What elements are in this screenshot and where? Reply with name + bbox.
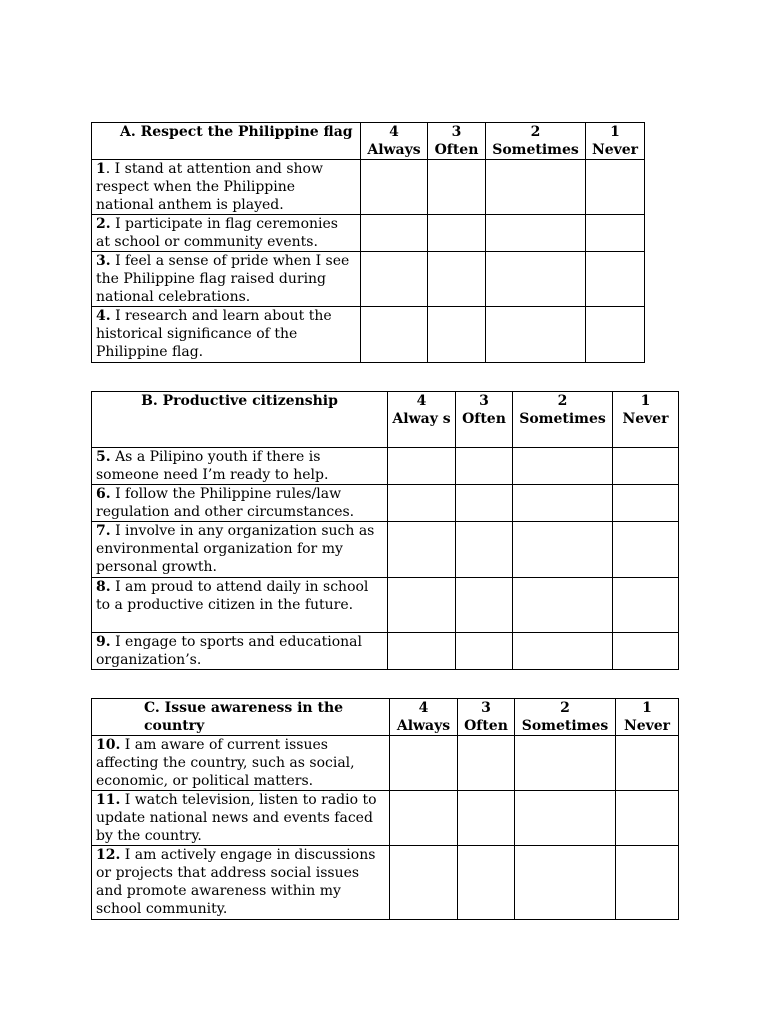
rating-cell-2[interactable] — [513, 578, 613, 633]
rating-cell-3[interactable] — [428, 160, 486, 215]
rating-cell-2[interactable] — [513, 522, 613, 578]
statement-2: 2. I participate in flag ceremonies at school or community events. — [92, 215, 361, 252]
rating-cell-2[interactable] — [486, 160, 586, 215]
rating-cell-3[interactable] — [458, 791, 515, 846]
section-heading: C. Issue awareness in the country — [92, 699, 390, 736]
table-row — [92, 846, 679, 920]
statement-6: 6. I follow the Philippine rules/law regulation and other circumstances. — [92, 485, 388, 522]
rating-cell-1[interactable] — [613, 578, 679, 633]
section-heading: B. Productive citizenship — [92, 392, 388, 448]
rating-cell-3[interactable] — [456, 485, 513, 522]
rating-cell-4[interactable] — [388, 485, 456, 522]
statement-1: 1. I stand at attention and show respect when the Philippine national anthem is played. — [92, 160, 361, 215]
rating-always-header: 4 Always — [390, 699, 458, 736]
rating-cell-1[interactable] — [616, 846, 679, 920]
statement-11: 11. I watch television, listen to radio to update national news and events faced by the country. — [92, 791, 390, 846]
rating-cell-4[interactable] — [390, 846, 458, 920]
header-row — [92, 123, 645, 160]
table-row — [92, 485, 679, 522]
rating-cell-4[interactable] — [361, 160, 428, 215]
rating-often-header: 3 Often — [428, 123, 486, 160]
rating-sometimes-header: 2 Sometimes — [513, 392, 613, 448]
rating-cell-3[interactable] — [428, 252, 486, 307]
rating-never-header: 1 Never — [586, 123, 645, 160]
rating-cell-2[interactable] — [486, 307, 586, 363]
statement-4: 4. I research and learn about the historical significance of the Philippine flag. — [92, 307, 361, 363]
rating-always-header: 4 Always — [361, 123, 428, 160]
rating-cell-1[interactable] — [613, 485, 679, 522]
header-row — [92, 699, 679, 736]
rating-cell-1[interactable] — [613, 633, 679, 670]
rating-cell-2[interactable] — [513, 448, 613, 485]
rating-cell-3[interactable] — [456, 633, 513, 670]
rating-cell-1[interactable] — [586, 307, 645, 363]
rating-cell-1[interactable] — [586, 215, 645, 252]
rating-cell-2[interactable] — [515, 846, 616, 920]
rating-never-header: 1 Never — [613, 392, 679, 448]
table-row — [92, 160, 645, 215]
statement-8: 8. I am proud to attend daily in school to a productive citizen in the future. — [92, 578, 388, 633]
rating-cell-3[interactable] — [458, 846, 515, 920]
rating-cell-2[interactable] — [515, 791, 616, 846]
rating-cell-3[interactable] — [458, 736, 515, 791]
rating-sometimes-header: 2 Sometimes — [515, 699, 616, 736]
rating-cell-1[interactable] — [616, 736, 679, 791]
rating-cell-4[interactable] — [390, 736, 458, 791]
rating-cell-4[interactable] — [390, 791, 458, 846]
table-row — [92, 791, 679, 846]
rating-cell-4[interactable] — [361, 252, 428, 307]
rating-cell-1[interactable] — [586, 252, 645, 307]
rating-cell-4[interactable] — [361, 307, 428, 363]
statement-7: 7. I involve in any organization such as environmental organization for my personal growth. — [92, 522, 388, 578]
rating-cell-2[interactable] — [513, 633, 613, 670]
rating-cell-3[interactable] — [456, 578, 513, 633]
rating-cell-3[interactable] — [428, 307, 486, 363]
rating-cell-3[interactable] — [428, 215, 486, 252]
rating-cell-4[interactable] — [388, 448, 456, 485]
section-a-table — [91, 122, 645, 363]
rating-often-header: 3 Often — [458, 699, 515, 736]
rating-often-header: 3 Often — [456, 392, 513, 448]
table-row — [92, 522, 679, 578]
table-row — [92, 736, 679, 791]
rating-cell-3[interactable] — [456, 522, 513, 578]
rating-cell-4[interactable] — [388, 633, 456, 670]
statement-9: 9. I engage to sports and educational organization’s. — [92, 633, 388, 670]
rating-cell-2[interactable] — [486, 215, 586, 252]
statement-3: 3. I feel a sense of pride when I see the Philippine flag raised during national celebrations. — [92, 252, 361, 307]
statement-5: 5. As a Pilipino youth if there is someone need I’m ready to help. — [92, 448, 388, 485]
rating-cell-1[interactable] — [613, 522, 679, 578]
table-row — [92, 633, 679, 670]
rating-cell-4[interactable] — [388, 578, 456, 633]
section-b-table — [91, 391, 679, 670]
rating-cell-4[interactable] — [388, 522, 456, 578]
header-row — [92, 392, 679, 448]
rating-cell-1[interactable] — [586, 160, 645, 215]
table-row — [92, 307, 645, 363]
rating-cell-1[interactable] — [613, 448, 679, 485]
table-row — [92, 448, 679, 485]
rating-never-header: 1 Never — [616, 699, 679, 736]
table-row — [92, 578, 679, 633]
rating-cell-2[interactable] — [515, 736, 616, 791]
rating-always-header: 4 Alway s — [388, 392, 456, 448]
rating-sometimes-header: 2 Sometimes — [486, 123, 586, 160]
rating-cell-2[interactable] — [486, 252, 586, 307]
section-c-table — [91, 698, 679, 920]
statement-12: 12. I am actively engage in discussions or projects that address social issues and promote awareness within my school community. — [92, 846, 390, 920]
section-heading: A. Respect the Philippine flag — [92, 123, 361, 160]
rating-cell-2[interactable] — [513, 485, 613, 522]
rating-cell-4[interactable] — [361, 215, 428, 252]
rating-cell-1[interactable] — [616, 791, 679, 846]
table-row — [92, 252, 645, 307]
rating-cell-3[interactable] — [456, 448, 513, 485]
table-row — [92, 215, 645, 252]
statement-10: 10. I am aware of current issues affecting the country, such as social, economic, or political matters. — [92, 736, 390, 791]
